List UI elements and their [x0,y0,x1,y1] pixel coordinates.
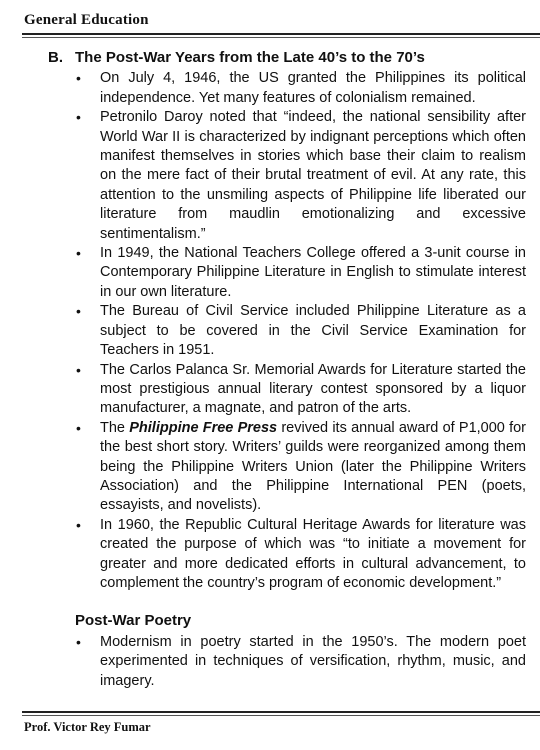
bullet-icon: • [76,70,81,87]
bullet-icon: • [76,361,81,378]
bullet-icon: • [76,303,81,320]
section-letter: B. [48,49,63,66]
list-item [0,633,540,691]
subsection-heading: Post-War Poetry [75,612,192,630]
bullet-icon: • [76,633,81,650]
page-body [0,48,540,691]
footer-rule-thin [22,715,540,716]
poetry-bullet-list [0,633,540,691]
bullet-icon: • [76,419,81,436]
list-item-post: revived its annual award of P1,000 for the best short story. Writers’ guilds were reorganized among them being the Philippine Writers Union (later the Philippine Writers Association) and the Philippine International PEN (poets, essayists, and novelists). [100,419,527,514]
list-item [0,516,540,594]
header-rule-thin [22,37,540,38]
bullet-icon: • [76,516,81,533]
list-item-text: Petronilo Daroy noted that “indeed, the national sensibility after World War II is characterized by indignant perceptions which often manifest themselves in stories which base their claim to realism on the mere fact of their brutal treatment of evil. At any rate, this attention to the unsmiling aspects of Philippine life liberated our literature from maudlin emotionalizing and excessive sentimentalism.” [100,109,526,242]
list-item-text: The Bureau of Civil Service included Philippine Literature as a subject to be covered in the Civil Service Examination for Teachers in 1951. [100,303,526,359]
list-item-text: The Carlos Palanca Sr. Memorial Awards for Literature started the most prestigious annual literary contest sponsored by a liquor manufacturer, a magnate, and patron of the arts. [100,361,526,417]
bullet-icon: • [76,245,81,262]
section-title: The Post-War Years from the Late 40’s to the 70’s [75,49,425,66]
list-item-pre: The [100,419,130,436]
section-bullet-list [0,69,540,593]
header-rule [22,33,540,35]
list-item [0,244,540,302]
list-item-text: On July 4, 1946, the US granted the Philippines its political independence. Yet many features of colonialism remained. [100,70,526,106]
publication-title: Philippine Free Press [129,419,278,436]
running-footer: Prof. Victor Rey Fumar [24,720,151,734]
bullet-icon: • [76,109,81,126]
section-heading [0,48,540,67]
list-item-text: Modernism in poetry started in the 1950’s. The modern poet experimented in techniques of versification, rhythm, music, and imagery. [100,633,526,689]
list-item [0,361,540,419]
list-item-text: In 1949, the National Teachers College offered a 3-unit course in Contemporary Philippine Literature in English to stimulate interest in our own literature. [100,245,526,300]
list-item [0,108,540,244]
list-item-text: In 1960, the Republic Cultural Heritage Awards for literature was created the purpose of which was “to initiate a movement for greater and more dedicated efforts in cultural advancement, to complement the country’s program of economic development.” [100,516,526,591]
running-header: General Education [24,12,149,28]
footer-rule [22,711,540,713]
list-item [0,302,540,360]
list-item [0,419,540,516]
list-item [0,69,540,108]
